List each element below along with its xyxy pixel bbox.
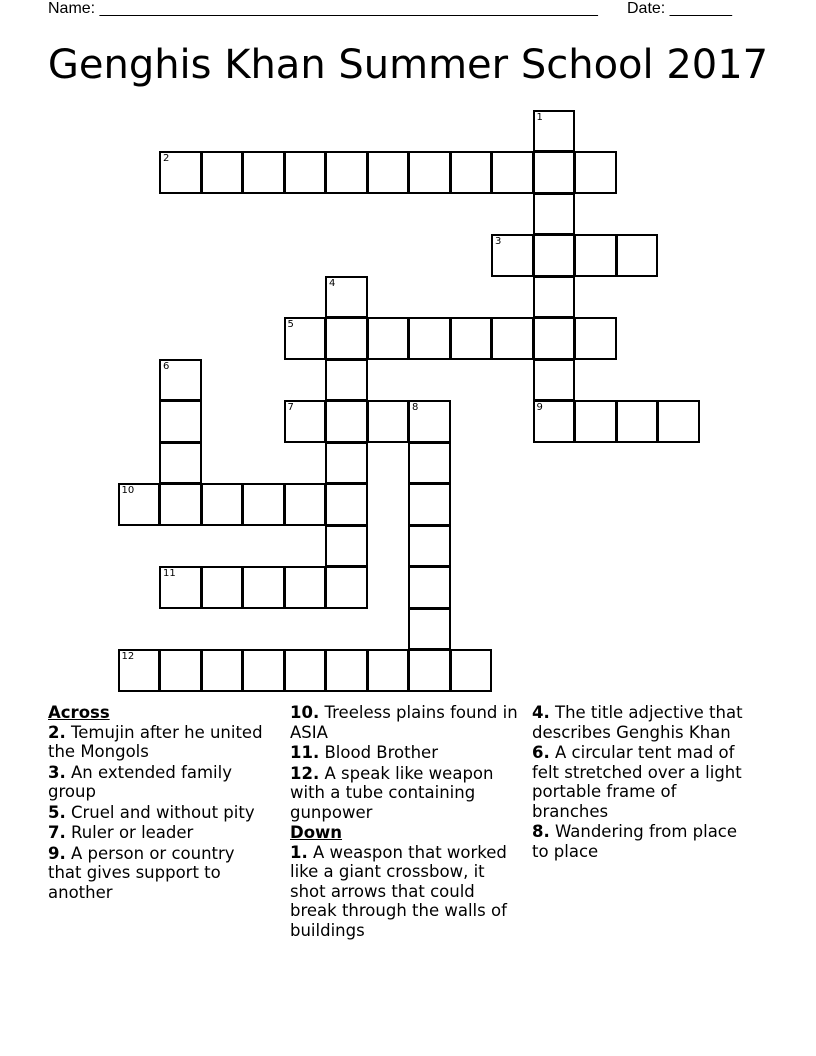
crossword-cell[interactable]	[408, 483, 451, 526]
clue-across-2: 2. Temujin after he united the Mongols	[48, 722, 263, 761]
crossword-cell[interactable]	[325, 442, 368, 485]
crossword-cell[interactable]	[159, 400, 202, 443]
clue-number: 11	[163, 568, 176, 579]
crossword-cell[interactable]	[325, 566, 368, 609]
clue-number: 10	[121, 485, 135, 496]
crossword-cell[interactable]	[201, 151, 244, 194]
clue-across-5: 5. Cruel and without pity	[48, 802, 255, 822]
crossword-cell[interactable]	[367, 649, 410, 692]
crossword-cell[interactable]	[325, 276, 368, 319]
crossword-cell[interactable]	[242, 649, 285, 692]
clue-across-12: 12. A speak like weapon with a tube containing gunpower	[290, 763, 494, 822]
date-blank[interactable]: _______	[669, 0, 732, 17]
crossword-cell[interactable]	[616, 234, 659, 277]
crossword-cell[interactable]	[284, 317, 327, 360]
clue-across-3: 3. An extended family group	[48, 762, 232, 801]
crossword-cell[interactable]	[574, 317, 617, 360]
crossword-cell[interactable]	[325, 359, 368, 402]
crossword-cell[interactable]	[284, 151, 327, 194]
name-label: Name:	[48, 0, 96, 17]
crossword-cell[interactable]	[533, 234, 576, 277]
crossword-cell[interactable]	[450, 151, 493, 194]
crossword-cell[interactable]	[450, 317, 493, 360]
clues-column-2	[290, 703, 520, 941]
clues-column-3	[532, 703, 752, 862]
crossword-cell[interactable]	[242, 566, 285, 609]
clue-down-4: 4. The title adjective that describes Genghis Khan	[532, 703, 743, 742]
crossword-cell[interactable]	[367, 151, 410, 194]
crossword-cell[interactable]	[159, 151, 202, 194]
crossword-cell[interactable]	[408, 151, 451, 194]
crossword-cell[interactable]	[284, 400, 327, 443]
clue-across-9: 9. A person or country that gives support to another	[48, 843, 235, 902]
crossword-cell[interactable]	[533, 317, 576, 360]
clue-number: 4	[329, 277, 336, 289]
crossword-cell[interactable]	[657, 400, 700, 443]
crossword-cell[interactable]	[367, 317, 410, 360]
crossword-cell[interactable]	[325, 649, 368, 692]
clue-number: 8	[412, 402, 419, 413]
clue-number: 6	[163, 360, 170, 372]
crossword-cell[interactable]	[408, 317, 451, 360]
crossword-cell[interactable]	[533, 276, 576, 319]
clue-across-10: 10. Treeless plains found in ASIA	[290, 703, 518, 742]
clue-number: 9	[536, 402, 543, 413]
crossword-cell[interactable]	[574, 234, 617, 277]
crossword-cell[interactable]	[201, 649, 244, 692]
crossword-cell[interactable]	[159, 649, 202, 692]
date-label: Date:	[627, 0, 666, 17]
crossword-cell[interactable]	[325, 400, 368, 443]
crossword-cell[interactable]	[616, 400, 659, 443]
page-title: Genghis Khan Summer School 2017	[47, 42, 769, 88]
crossword-cell[interactable]	[159, 442, 202, 485]
crossword-cell[interactable]	[533, 400, 576, 443]
crossword-cell[interactable]	[574, 400, 617, 443]
clue-number: 7	[287, 402, 294, 413]
crossword-cell[interactable]	[325, 525, 368, 568]
crossword-cell[interactable]	[159, 566, 202, 609]
crossword-cell[interactable]	[325, 151, 368, 194]
name-blank[interactable]: ________________________________________________________	[99, 0, 598, 17]
clue-number: 1	[536, 111, 543, 123]
crossword-cell[interactable]	[201, 483, 244, 526]
crossword-cell[interactable]	[367, 400, 410, 443]
crossword-cell[interactable]	[574, 151, 617, 194]
crossword-cell[interactable]	[159, 483, 202, 526]
crossword-cell[interactable]	[242, 151, 285, 194]
crossword-cell[interactable]	[491, 151, 534, 194]
crossword-cell[interactable]	[491, 317, 534, 360]
crossword-cell[interactable]	[408, 608, 451, 651]
crossword-cell[interactable]	[408, 566, 451, 609]
crossword-cell[interactable]	[533, 110, 576, 153]
down-heading: Down	[290, 823, 343, 842]
clue-number: 3	[495, 236, 502, 247]
clue-down-6: 6. A circular tent mad of felt stretched over a light portable frame of branches	[532, 743, 742, 821]
clue-across-7: 7. Ruler or leader	[48, 823, 194, 842]
crossword-cell[interactable]	[242, 483, 285, 526]
clue-number: 2	[163, 153, 170, 164]
clue-down-1: 1. A weaspon that worked like a giant crossbow, it shot arrows that could break through the walls of buildings	[290, 842, 507, 940]
clues-column-1	[48, 703, 268, 903]
crossword-cell[interactable]	[533, 151, 576, 194]
crossword-cell[interactable]	[118, 483, 161, 526]
crossword-cell[interactable]	[118, 649, 161, 692]
clue-across-11: 11. Blood Brother	[290, 743, 438, 762]
clue-down-8: 8. Wandering from place to place	[532, 822, 738, 861]
crossword-cell[interactable]	[408, 400, 451, 443]
crossword-cell[interactable]	[408, 525, 451, 568]
crossword-cell[interactable]	[284, 483, 327, 526]
crossword-cell[interactable]	[201, 566, 244, 609]
crossword-cell[interactable]	[408, 649, 451, 692]
crossword-cell[interactable]	[284, 566, 327, 609]
crossword-cell[interactable]	[408, 442, 451, 485]
clue-number: 12	[121, 651, 135, 662]
crossword-cell[interactable]	[533, 359, 576, 402]
crossword-cell[interactable]	[159, 359, 202, 402]
clue-number: 5	[287, 319, 294, 330]
crossword-cell[interactable]	[325, 317, 368, 360]
crossword-cell[interactable]	[533, 193, 576, 236]
across-heading: Across	[48, 703, 110, 722]
crossword-cell[interactable]	[450, 649, 493, 692]
crossword-cell[interactable]	[325, 483, 368, 526]
crossword-cell[interactable]	[491, 234, 534, 277]
crossword-cell[interactable]	[284, 649, 327, 692]
